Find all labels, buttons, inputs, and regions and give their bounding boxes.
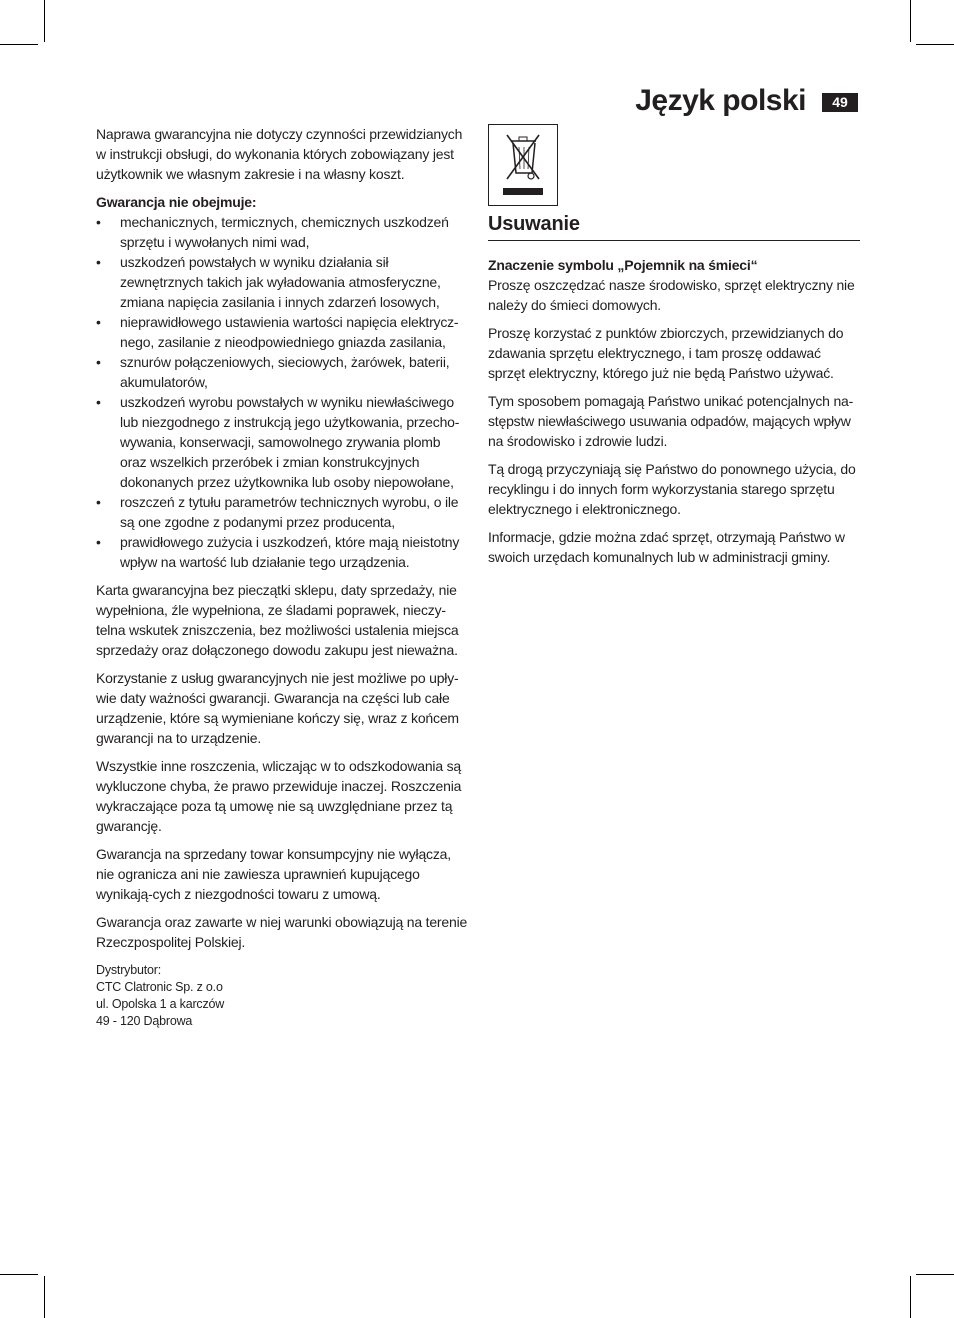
distributor-block (96, 962, 468, 1030)
consequences-paragraph: Tym sposobem pomagają Państwo unikać potencjalnych na-stępstw niewłaściwego usuwania odpadów, mających wpływ na środowisko i zdrowie ludzi. (488, 393, 854, 449)
page-title: Język polski (635, 84, 806, 117)
list-item: • nieprawidłowego ustawienia wartości napięcia elektrycz-nego, zasilanie z nieodpowiedniego gniazda zasilania, (96, 312, 468, 352)
symbol-intro-paragraph: Proszę oszczędzać nasze środowisko, sprzęt elektryczny nie należy do śmieci domowych. (488, 277, 855, 313)
distributor-street: ul. Opolska 1 a karczów (96, 997, 225, 1011)
crop-mark (0, 1274, 38, 1275)
warranty-card-paragraph: Karta gwarancyjna bez pieczątki sklepu, daty sprzedaży, nie wypełniona, źle wypełniona, ze śladami poprawek, nieczy-telna wskutek zniszczenia, bez możliwości ustalenia miejsca sprzedaży oraz dołączonego dowodu zakupu jest nieważna. (96, 582, 459, 658)
crossed-out-wheelie-bin-icon (488, 124, 558, 206)
information-paragraph: Informacje, gdzie można zdać sprzęt, otrzymają Państwo w swoich urzędach komunalnych lub w administracji gminy. (488, 529, 845, 565)
exclusions-list (96, 212, 468, 572)
page-number: 49 (822, 93, 858, 112)
section-title: Usuwanie (488, 212, 860, 241)
crop-mark (916, 1274, 954, 1275)
list-item: • sznurów połączeniowych, sieciowych, żarówek, baterii, akumulatorów, (96, 352, 468, 392)
crop-mark (910, 0, 911, 42)
exclusions-heading: Gwarancja nie obejmuje: (96, 194, 257, 210)
list-item: • prawidłowego zużycia i uszkodzeń, które mają nieistotny wpływ na wartość lub działanie tego urządzenia. (96, 532, 468, 572)
list-item: • mechanicznych, termicznych, chemicznych uszkodzeń sprzętu i wywołanych nimi wad, (96, 212, 468, 252)
left-column (96, 124, 468, 1030)
distributor-company: CTC Clatronic Sp. z o.o (96, 980, 223, 994)
intro-paragraph: Naprawa gwarancyjna nie dotyczy czynności przewidzianych w instrukcji obsługi, do wykonania których zobowiązany jest użytkownik we własnym zakresie i na własny koszt. (96, 126, 463, 182)
crop-mark (0, 44, 38, 45)
crop-mark (910, 1276, 911, 1318)
consumer-rights-paragraph: Gwarancja na sprzedany towar konsumpcyjny nie wyłącza, nie ogranicza ani nie zawiesza uprawnień kupującego wynikają-cych z niezgodności towaru z umową. (96, 846, 451, 902)
list-item: • roszczeń z tytułu parametrów technicznych wyrobu, o ile są one zgodne z podanymi przez producenta, (96, 492, 468, 532)
crop-mark (44, 0, 45, 42)
crop-mark (916, 44, 954, 45)
territory-paragraph: Gwarancja oraz zawarte w niej warunki obowiązują na terenie Rzeczpospolitej Polskiej. (96, 914, 468, 950)
list-item: • uszkodzeń wyrobu powstałych w wyniku niewłaściwego lub niezgodnego z instrukcją jego użytkowania, przecho-wywania, konserwacji, samowolnego zrywania plomb oraz wszelkich przeróbek i zmian konstrukcyjnych dokonanych przez użytkownika lub osoby niepowołane, (96, 392, 468, 492)
list-item: • uszkodzeń powstałych w wyniku działania sił zewnętrznych takich jak wyładowania atmosferyczne, zmiana napięcia zasilania i innych zdarzeń losowych, (96, 252, 468, 312)
crop-mark (44, 1276, 45, 1318)
collection-points-paragraph: Proszę korzystać z punktów zbiorczych, przewidzianych do zdawania sprzętu elektrycznego, i tam proszę oddawać sprzęt elektryczny, którego już nie będą Państwo używać. (488, 325, 844, 381)
distributor-label: Dystrybutor: (96, 963, 161, 977)
symbol-heading: Znaczenie symbolu „Pojemnik na śmieci“ (488, 257, 758, 273)
recycling-paragraph: Tą drogą przyczyniają się Państwo do ponownego użycia, do recyklingu i do innych form wykorzystania starego sprzętu elektrycznego i elektronicznego. (488, 461, 856, 517)
warranty-expiry-paragraph: Korzystanie z usług gwarancyjnych nie jest możliwe po upły-wie daty ważności gwarancji. Gwarancja na części lub całe urządzenie, które są wymieniane kończy się, wraz z końcem gwarancji na to urządzenie. (96, 670, 459, 746)
distributor-city: 49 - 120 Dąbrowa (96, 1014, 193, 1028)
other-claims-paragraph: Wszystkie inne roszczenia, wliczając w to odszkodowania są wykluczone chyba, że prawo przewiduje inaczej. Roszczenia wykraczające poza tą umowę nie są uwzględniane przez tą gwarancję. (96, 758, 462, 834)
right-column (488, 124, 860, 575)
